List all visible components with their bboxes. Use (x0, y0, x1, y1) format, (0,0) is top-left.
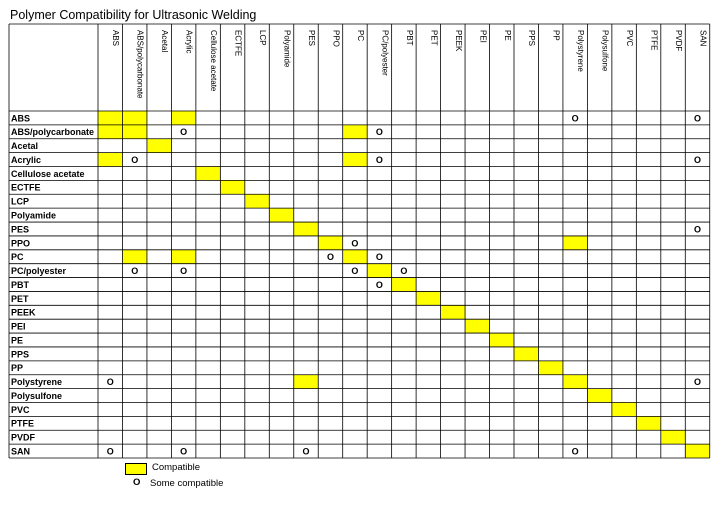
column-label-abs: ABS (111, 30, 121, 47)
column-label-ppo: PPO (331, 30, 341, 47)
compatible-cell-pvc-x-pvc (612, 402, 636, 416)
compatible-cell-pps-x-pps (514, 347, 538, 361)
column-label-polystyrene: Polystyrene (576, 30, 586, 72)
compatible-cell-san-x-san (685, 444, 709, 458)
row-label-pc: PC (11, 252, 24, 263)
compatible-cell-acrylic-x-pc (343, 153, 367, 167)
some-compatible-mark-pbt-x-pc-polyester: O (375, 279, 383, 290)
compatible-cell-pc-polyester-x-pc-polyester (367, 264, 391, 278)
row-label-polyamide: Polyamide (11, 210, 57, 221)
column-label-pvdf: PVDF (674, 30, 684, 52)
some-compatible-mark-san-x-pes: O (302, 446, 310, 457)
some-compatible-mark-pc-polyester-x-acrylic: O (180, 266, 188, 277)
compatible-cell-pet-x-pet (416, 291, 440, 305)
column-label-polysulfone: Polysulfone (600, 30, 610, 72)
row-label-polystyrene: Polystyrene (11, 377, 63, 388)
row-label-pvc: PVC (11, 404, 30, 415)
some-compatible-mark-pc-x-ppo: O (326, 252, 334, 263)
compatible-cell-abs-x-acrylic (171, 111, 195, 125)
some-compatible-mark-san-x-abs: O (106, 446, 114, 457)
row-label-pp: PP (11, 363, 24, 374)
compatible-cell-polysulfone-x-polysulfone (587, 389, 611, 403)
some-compatible-mark-abs-x-san: O (694, 113, 702, 124)
column-label-pei: PEI (478, 30, 488, 43)
row-label-pvdf: PVDF (11, 432, 36, 443)
column-label-pe: PE (502, 30, 512, 41)
column-label-ectfe: ECTFE (233, 30, 243, 57)
row-label-acrylic: Acrylic (11, 154, 42, 165)
row-label-pet: PET (11, 293, 29, 304)
compatible-cell-pbt-x-pbt (392, 278, 416, 292)
column-label-pbt: PBT (404, 30, 414, 46)
row-label-lcp: LCP (11, 196, 29, 207)
some-compatible-mark-pes-x-san: O (694, 224, 702, 235)
column-label-polyamide: Polyamide (282, 30, 292, 68)
column-label-pes: PES (306, 30, 316, 47)
compatible-cell-pei-x-pei (465, 319, 489, 333)
row-label-pes: PES (11, 224, 30, 235)
row-label-ectfe: ECTFE (11, 182, 41, 193)
some-compatible-mark-abs-polycarbonate-x-pc-polyester: O (375, 127, 383, 138)
some-compatible-mark-san-x-acrylic: O (180, 446, 188, 457)
compatible-cell-peek-x-peek (441, 305, 465, 319)
column-label-pc-polyester: PC/polyester (380, 30, 390, 76)
compatible-cell-polystyrene-x-polystyrene (563, 375, 587, 389)
row-label-pe: PE (11, 335, 24, 346)
compatible-cell-abs-x-abs-polycarbonate (122, 111, 146, 125)
legend-some-compatible-symbol: O (133, 477, 141, 488)
legend-some-compatible-label: Some compatible (150, 478, 224, 489)
compatible-cell-pes-x-pes (294, 222, 318, 236)
column-label-pp: PP (551, 30, 561, 41)
row-label-pc-polyester: PC/polyester (11, 266, 67, 277)
row-label-pbt: PBT (11, 279, 29, 290)
column-label-lcp: LCP (258, 30, 268, 46)
row-label-abs-polycarbonate: ABS/polycarbonate (11, 127, 95, 138)
row-label-polysulfone: Polysulfone (11, 390, 63, 401)
compatible-cell-pc-x-acrylic (171, 250, 195, 264)
some-compatible-mark-polystyrene-x-san: O (694, 377, 702, 388)
compatible-cell-cellulose-acetate-x-cellulose-acetate (196, 167, 220, 181)
compatible-cell-ppo-x-ppo (318, 236, 342, 250)
compatible-cell-abs-polycarbonate-x-pc (343, 125, 367, 139)
compatible-cell-pvdf-x-pvdf (661, 430, 685, 444)
some-compatible-mark-pc-x-pc-polyester: O (375, 252, 383, 263)
some-compatible-mark-acrylic-x-san: O (694, 154, 702, 165)
column-label-peek: PEEK (453, 30, 463, 52)
row-label-san: SAN (11, 446, 31, 457)
row-label-acetal: Acetal (11, 141, 39, 152)
some-compatible-mark-polystyrene-x-abs: O (106, 377, 114, 388)
column-label-acrylic: Acrylic (184, 30, 194, 54)
compatible-cell-acrylic-x-abs (98, 153, 122, 167)
row-label-abs: ABS (11, 113, 31, 124)
compatible-cell-abs-polycarbonate-x-abs-polycarbonate (122, 125, 146, 139)
column-label-pps: PPS (527, 30, 537, 47)
row-label-pps: PPS (11, 349, 30, 360)
some-compatible-mark-acrylic-x-abs-polycarbonate: O (131, 154, 139, 165)
compatible-cell-ptfe-x-ptfe (636, 416, 660, 430)
column-label-pvc: PVC (625, 30, 635, 47)
row-label-cellulose-acetate: Cellulose acetate (11, 168, 85, 179)
compatible-cell-ppo-x-polystyrene (563, 236, 587, 250)
some-compatible-mark-acrylic-x-pc-polyester: O (375, 154, 383, 165)
row-label-peek: PEEK (11, 307, 36, 318)
compatible-cell-pp-x-pp (538, 361, 562, 375)
column-label-pc: PC (355, 30, 365, 42)
compatible-cell-polystyrene-x-pes (294, 375, 318, 389)
some-compatible-mark-ppo-x-pc: O (351, 238, 359, 249)
compatible-cell-abs-polycarbonate-x-abs (98, 125, 122, 139)
some-compatible-mark-pc-polyester-x-pc: O (351, 266, 359, 277)
row-label-ppo: PPO (11, 238, 31, 249)
column-label-pet: PET (429, 30, 439, 46)
compatible-cell-pc-x-pc (343, 250, 367, 264)
compatible-cell-pc-x-abs-polycarbonate (122, 250, 146, 264)
some-compatible-mark-abs-x-polystyrene: O (571, 113, 579, 124)
row-label-pei: PEI (11, 321, 26, 332)
compatible-cell-lcp-x-lcp (245, 194, 269, 208)
compatible-cell-abs-x-abs (98, 111, 122, 125)
legend-compatible-label: Compatible (152, 462, 201, 473)
row-label-ptfe: PTFE (11, 418, 35, 429)
legend-compatible-swatch (125, 463, 147, 475)
some-compatible-mark-pc-polyester-x-abs-polycarbonate: O (131, 266, 139, 277)
some-compatible-mark-abs-polycarbonate-x-acrylic: O (180, 127, 188, 138)
column-label-san: SAN (698, 30, 708, 47)
compatible-cell-pe-x-pe (490, 333, 514, 347)
column-label-abs-polycarbonate: ABS/polycarbonate (135, 30, 145, 99)
chart-title: Polymer Compatibility for Ultrasonic Welding (10, 8, 257, 22)
column-label-ptfe: PTFE (649, 30, 659, 51)
column-label-acetal: Acetal (160, 30, 170, 53)
compatible-cell-polyamide-x-polyamide (269, 208, 293, 222)
some-compatible-mark-san-x-polystyrene: O (571, 446, 579, 457)
compatible-cell-acetal-x-acetal (147, 139, 171, 153)
compatible-cell-ectfe-x-ectfe (220, 180, 244, 194)
column-label-cellulose-acetate: Cellulose acetate (209, 30, 219, 92)
some-compatible-mark-pc-polyester-x-pbt: O (400, 266, 408, 277)
